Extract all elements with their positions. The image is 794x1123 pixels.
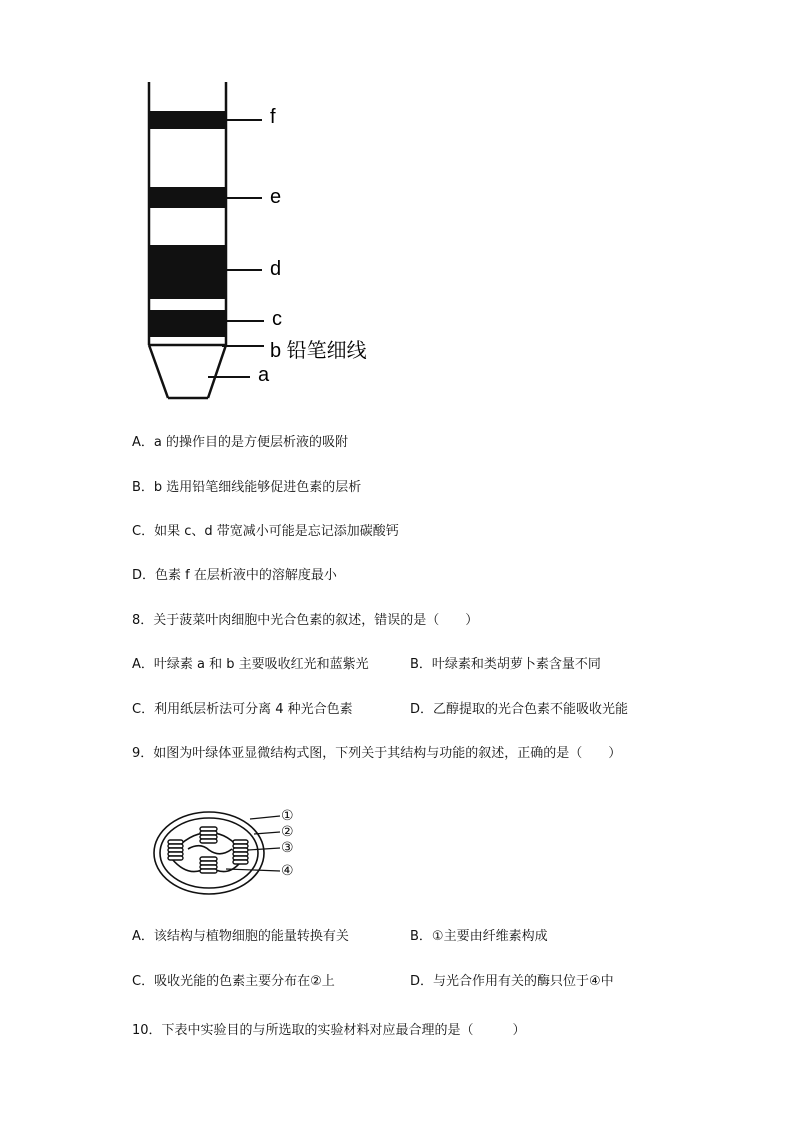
band-c xyxy=(149,310,226,337)
q8-stem: 8．关于菠菜叶肉细胞中光合色素的叙述，错误的是（ ） xyxy=(132,613,479,628)
q7-option-a: A．a 的操作目的是方便层析液的吸附 xyxy=(132,435,348,450)
label-d: d xyxy=(270,258,282,280)
chloroplast-label-2: ② xyxy=(281,824,294,840)
chloroplast-label-1: ① xyxy=(281,808,294,824)
label-a: a xyxy=(258,364,270,386)
q9-option-c: C．吸收光能的色素主要分布在②上 xyxy=(132,974,335,989)
band-f xyxy=(149,111,226,129)
chromatography-strip-figure xyxy=(0,0,794,420)
q9-option-d: D．与光合作用有关的酶只位于④中 xyxy=(410,974,614,989)
q7-option-c: C．如果 c、d 带宽减小可能是忘记添加碳酸钙 xyxy=(132,524,399,539)
q8-option-b: B．叶绿素和类胡萝卜素含量不同 xyxy=(410,657,601,672)
band-d xyxy=(149,245,226,299)
q10-stem: 10．下表中实验目的与所选取的实验材料对应最合理的是（ ） xyxy=(132,1023,526,1038)
q8-option-a: A．叶绿素 a 和 b 主要吸收红光和蓝紫光 xyxy=(132,657,369,672)
label-f: f xyxy=(270,106,276,128)
label-e: e xyxy=(270,186,282,208)
q9-option-b: B．①主要由纤维素构成 xyxy=(410,929,548,944)
grana xyxy=(168,827,248,873)
q8-option-d: D．乙醇提取的光合色素不能吸收光能 xyxy=(410,702,629,717)
q9-stem: 9．如图为叶绿体亚显微结构式图，下列关于其结构与功能的叙述，正确的是（ ） xyxy=(132,746,622,761)
chloroplast-label-4: ④ xyxy=(281,863,294,879)
q8-option-c: C．利用纸层析法可分离 4 种光合色素 xyxy=(132,702,353,717)
q7-option-b: B．b 选用铅笔细线能够促进色素的层析 xyxy=(132,480,362,495)
label-b-pencil-line: b 铅笔细线 xyxy=(270,340,367,362)
label-c: c xyxy=(272,308,282,330)
q9-option-a: A．该结构与植物细胞的能量转换有关 xyxy=(132,929,349,944)
band-e xyxy=(149,187,226,208)
q7-option-d: D．色素 f 在层析液中的溶解度最小 xyxy=(132,568,337,583)
chloroplast-label-3: ③ xyxy=(281,840,294,856)
